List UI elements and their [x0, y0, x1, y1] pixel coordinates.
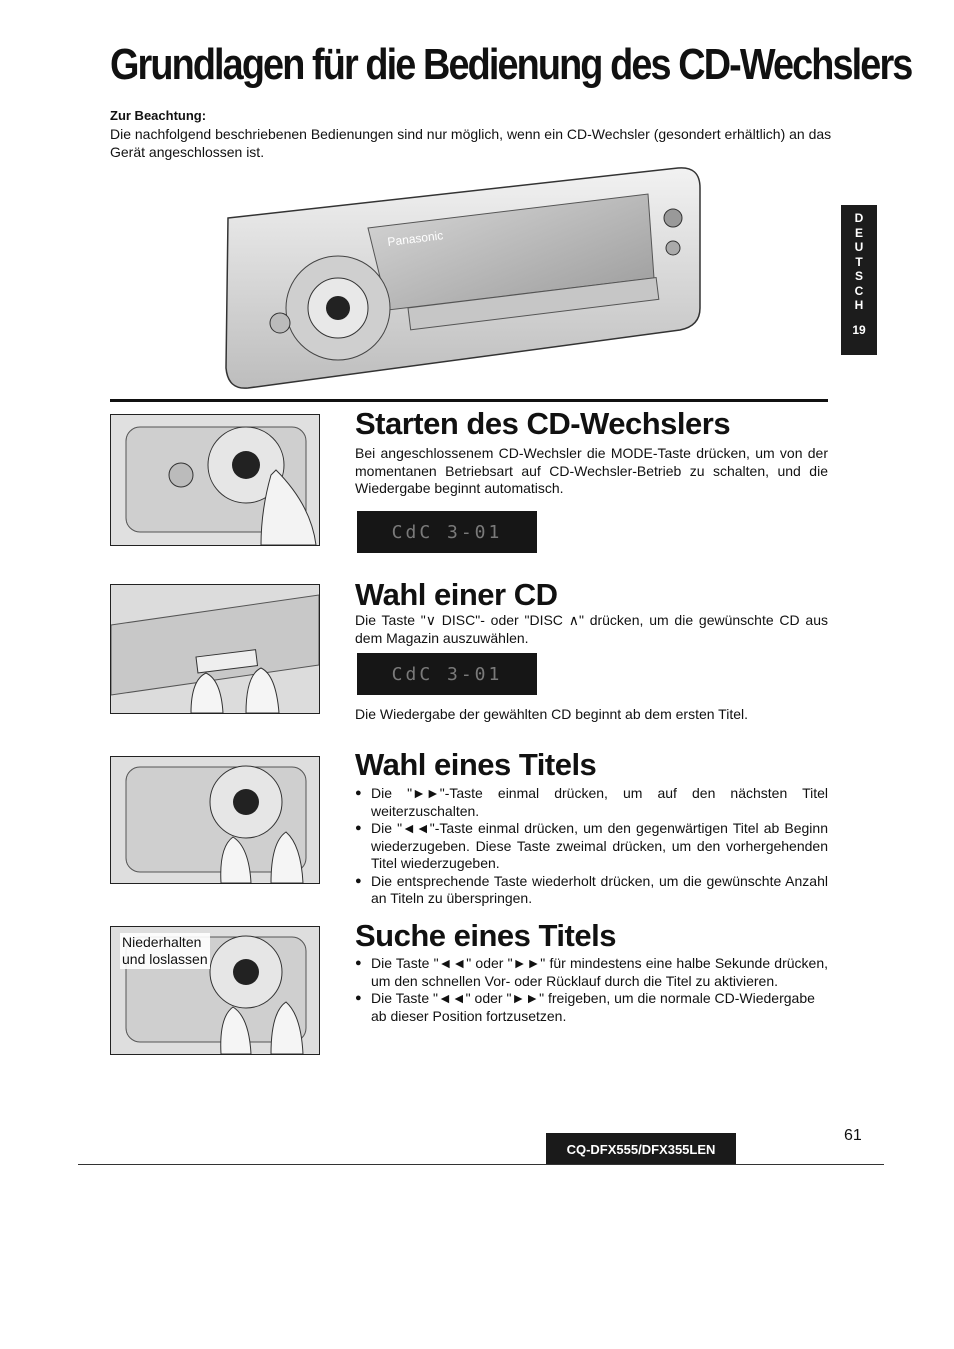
bullet-list-search-track [355, 955, 828, 1025]
page-number: 61 [844, 1127, 862, 1144]
photo-disc-buttons [110, 584, 320, 714]
lcd-display-select-cd [357, 653, 537, 695]
lcd-display-start [357, 511, 537, 553]
hand-pressing-mode-drawing [111, 415, 319, 545]
section-title-select-track: Wahl eines Titels [355, 747, 597, 782]
section-title-search-track: Suche eines Titels [355, 918, 616, 953]
list-item: ● Die "►►"-Taste einmal drücken, um auf den nächsten Titel weiterzuschalten. [355, 785, 828, 820]
model-number: CQ-DFX555/DFX355LEN [566, 1141, 716, 1157]
note-label: Zur Beachtung: [110, 108, 207, 123]
car-stereo-faceplate-drawing [218, 158, 708, 390]
fingers-on-disc-buttons-drawing [111, 585, 319, 713]
language-tab [841, 205, 877, 355]
image-label-hold-release: Niederhalten und loslassen [122, 934, 208, 967]
language-tab-page: 19 [852, 322, 866, 337]
footer-rule [78, 1164, 884, 1165]
list-item: ● Die entsprechende Taste wiederholt drücken, um die gewünschte Anzahl an Titeln zu überspringen. [355, 873, 828, 908]
section-divider [110, 399, 828, 402]
device-illustration [218, 158, 708, 390]
list-item: ● Die "◄◄"-Taste einmal drücken, um den gegenwärtigen Titel ab Beginn wiederzugeben. Diese Taste zweimal drücken, um den vorhergehenden Titel wiederzugeben. [355, 820, 828, 873]
section-title-select-cd: Wahl einer CD [355, 577, 558, 612]
brand-logo-text: Panasonic [386, 228, 444, 249]
note-text: Die nachfolgend beschriebenen Bedienungen sind nur möglich, wenn ein CD-Wechsler (gesondert erhältlich) an das Gerät angeschlossen ist. [110, 126, 832, 160]
section-after-text-select-cd: Die Wiedergabe der gewählten CD beginnt ab dem ersten Titel. [355, 706, 748, 722]
section-text-start: Bei angeschlossenem CD-Wechsler die MODE-Taste drücken, um von der momentanen Betriebsart auf CD-Wechsler-Betrieb zu schalten, und die Wiedergabe beginnt automatisch. [355, 445, 828, 496]
lcd-display-text: CdC 3-01 [391, 663, 503, 685]
list-item: ● Die Taste "◄◄" oder "►►" für mindestens eine halbe Sekunde drücken, um den schnellen Vor- oder Rücklauf durch die Titel zu aktivieren. [355, 955, 828, 990]
model-badge [546, 1133, 736, 1165]
photo-track-buttons [110, 756, 320, 884]
section-title-start: Starten des CD-Wechslers [355, 406, 731, 441]
language-tab-letters: DEUTSCH [854, 211, 864, 312]
list-item: ● Die Taste "◄◄" oder "►►" freigeben, um die normale CD-Wiedergabe ab dieser Position fortzusetzen. [355, 990, 828, 1025]
fingers-on-track-buttons-drawing [111, 757, 319, 883]
lcd-display-text: CdC 3-01 [391, 521, 503, 543]
page-title: Grundlagen für die Bedienung des CD-Wechslers [110, 40, 912, 89]
photo-start-mode-button [110, 414, 320, 546]
section-text-select-cd: Die Taste "∨ DISC"- oder "DISC ∧" drücken, um die gewünschte CD aus dem Magazin auszuwählen. [355, 612, 828, 646]
bullet-list-select-track [355, 785, 828, 908]
